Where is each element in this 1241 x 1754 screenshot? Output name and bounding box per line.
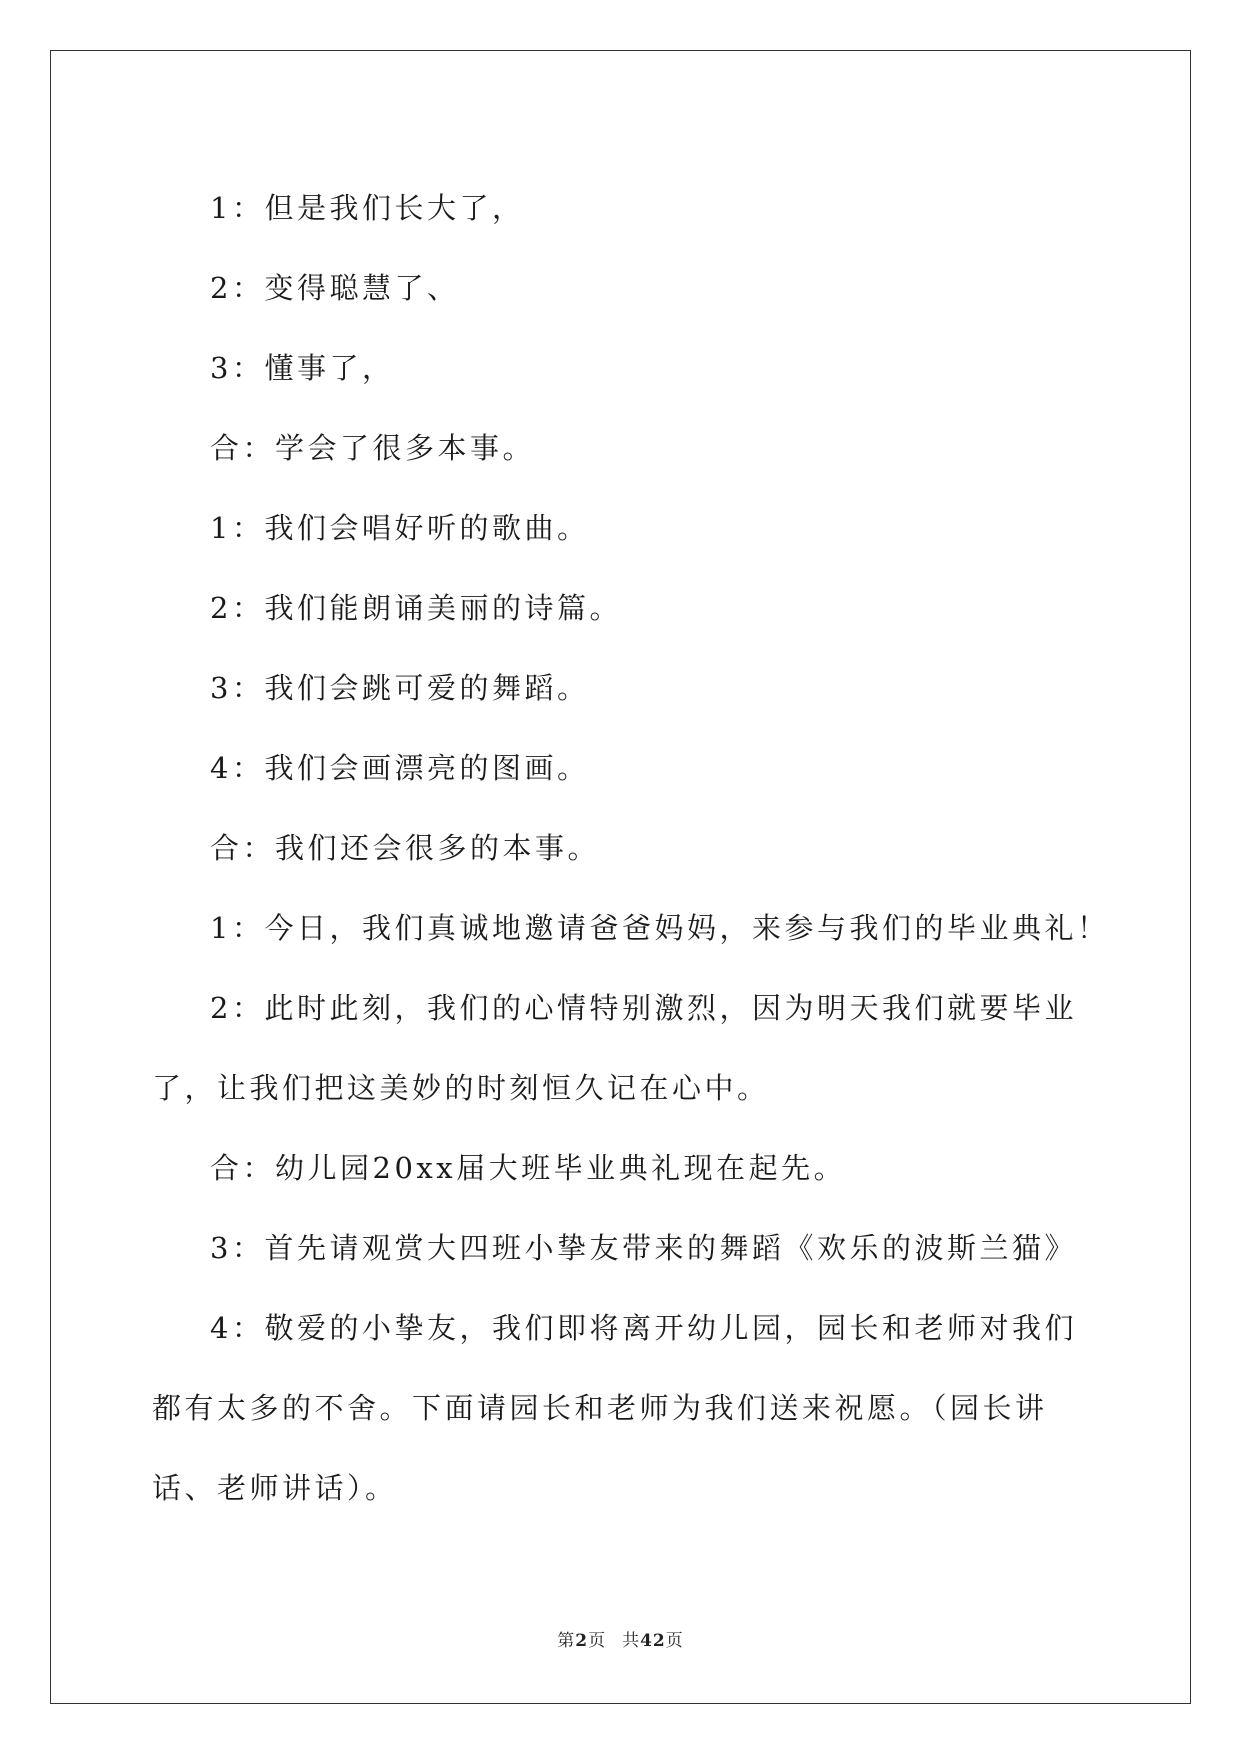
page-prefix: 第 xyxy=(557,1631,576,1651)
total-pages: 42 xyxy=(640,1631,666,1651)
paragraph: 2：变得聪慧了、 xyxy=(210,271,460,305)
document-body xyxy=(152,168,1110,1528)
total-prefix: 共 xyxy=(622,1631,641,1651)
paragraph: 4：我们会画漂亮的图画。 xyxy=(210,751,590,785)
page-suffix: 页 xyxy=(588,1631,607,1651)
paragraph: 合：幼儿园20xx届大班毕业典礼现在起先。 xyxy=(210,1151,847,1185)
paragraph: 1：我们会唱好听的歌曲。 xyxy=(210,511,590,545)
paragraph: 3：首先请观赏大四班小挚友带来的舞蹈《欢乐的波斯兰猫》 xyxy=(210,1231,1077,1265)
paragraph: 合：我们还会很多的本事。 xyxy=(210,831,601,865)
paragraph: 4：敬爱的小挚友，我们即将离开幼儿园，园长和老师对我们都有太多的不舍。下面请园长和老师为我们送来祝愿。（园长讲话、老师讲话）。 xyxy=(152,1311,1077,1505)
page-footer xyxy=(0,1626,1241,1651)
paragraph: 2：我们能朗诵美丽的诗篇。 xyxy=(210,591,622,625)
paragraph: 3：我们会跳可爱的舞蹈。 xyxy=(210,671,590,705)
page-number: 2 xyxy=(575,1631,589,1651)
total-suffix: 页 xyxy=(665,1631,684,1651)
paragraph: 3：懂事了， xyxy=(210,351,395,385)
paragraph: 合：学会了很多本事。 xyxy=(210,431,536,465)
paragraph: 1：但是我们长大了， xyxy=(210,191,525,225)
paragraph: 2：此时此刻，我们的心情特别激烈，因为明天我们就要毕业了，让我们把这美妙的时刻恒久记在心中。 xyxy=(152,991,1077,1105)
paragraph: 1：今日，我们真诚地邀请爸爸妈妈，来参与我们的毕业典礼！ xyxy=(210,911,1110,945)
